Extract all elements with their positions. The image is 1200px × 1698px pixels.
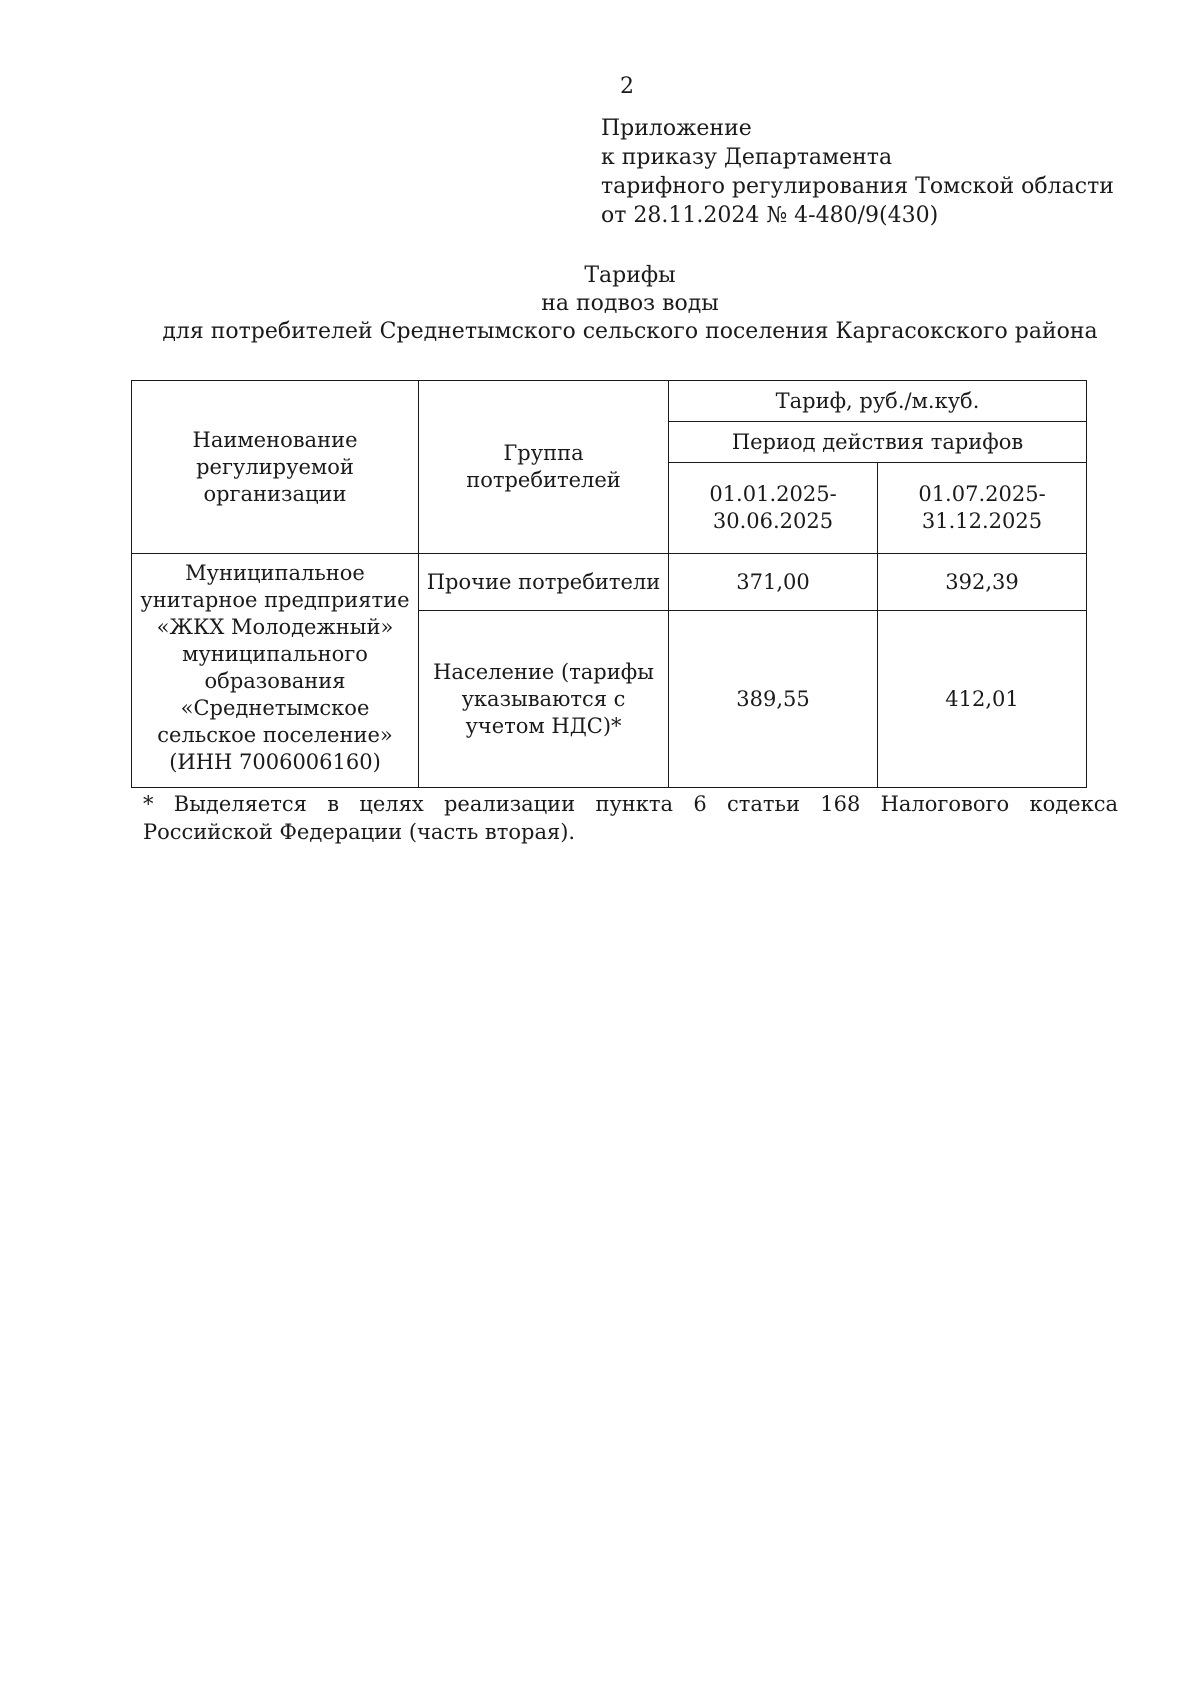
title-line-3: для потребителей Среднетымского сельского поселения Каргасокского района xyxy=(162,319,1098,344)
tariff-value-cell: 389,55 xyxy=(669,611,878,788)
organization-cell xyxy=(132,554,419,788)
tariff-value-cell: 412,01 xyxy=(878,611,1087,788)
consumer-group-cell: Прочие потребители xyxy=(419,554,669,611)
footnote: * Выделяется в целях реализации пункта 6 статьи 168 Налогового кодекса Российской Федерации (часть вторая). xyxy=(143,792,1118,844)
page-number: 2 xyxy=(620,74,634,99)
document-title xyxy=(130,262,1130,346)
header-period-2-end: 31.12.2025 xyxy=(921,509,1043,533)
header-period-2-start: 01.07.2025- xyxy=(918,482,1046,506)
header-org-name: Наименование регулируемой организации xyxy=(132,381,419,554)
tariff-value-cell: 392,39 xyxy=(878,554,1087,611)
tariff-table xyxy=(131,380,1087,788)
title-line-1: Тарифы xyxy=(584,263,676,288)
header-tariff: Тариф, руб./м.куб. xyxy=(669,381,1087,422)
appendix-line-4: от 28.11.2024 № 4-480/9(430) xyxy=(601,203,939,228)
consumer-group-cell: Население (тарифы указываются с учетом НДС)* xyxy=(419,611,669,788)
header-period: Период действия тарифов xyxy=(669,422,1087,463)
table-header-row xyxy=(132,381,1087,422)
header-period-1-end: 30.06.2025 xyxy=(712,509,834,533)
header-period-1 xyxy=(669,463,878,554)
appendix-line-1: Приложение xyxy=(601,116,752,141)
appendix-header xyxy=(601,114,1114,230)
appendix-line-2: к приказу Департамента xyxy=(601,145,893,170)
header-period-1-start: 01.01.2025- xyxy=(709,482,837,506)
appendix-line-3: тарифного регулирования Томской области xyxy=(601,174,1114,199)
title-line-2: на подвоз воды xyxy=(541,291,719,316)
header-consumer-group: Группа потребителей xyxy=(419,381,669,554)
table-row xyxy=(132,554,1087,611)
tariff-value-cell: 371,00 xyxy=(669,554,878,611)
organization-inn: (ИНН 7006006160) xyxy=(169,750,381,774)
organization-name: Муниципальное унитарное предприятие «ЖКХ Молодежный» муниципального образования «Среднетымское сельское поселение» xyxy=(140,561,410,747)
header-period-2 xyxy=(878,463,1087,554)
